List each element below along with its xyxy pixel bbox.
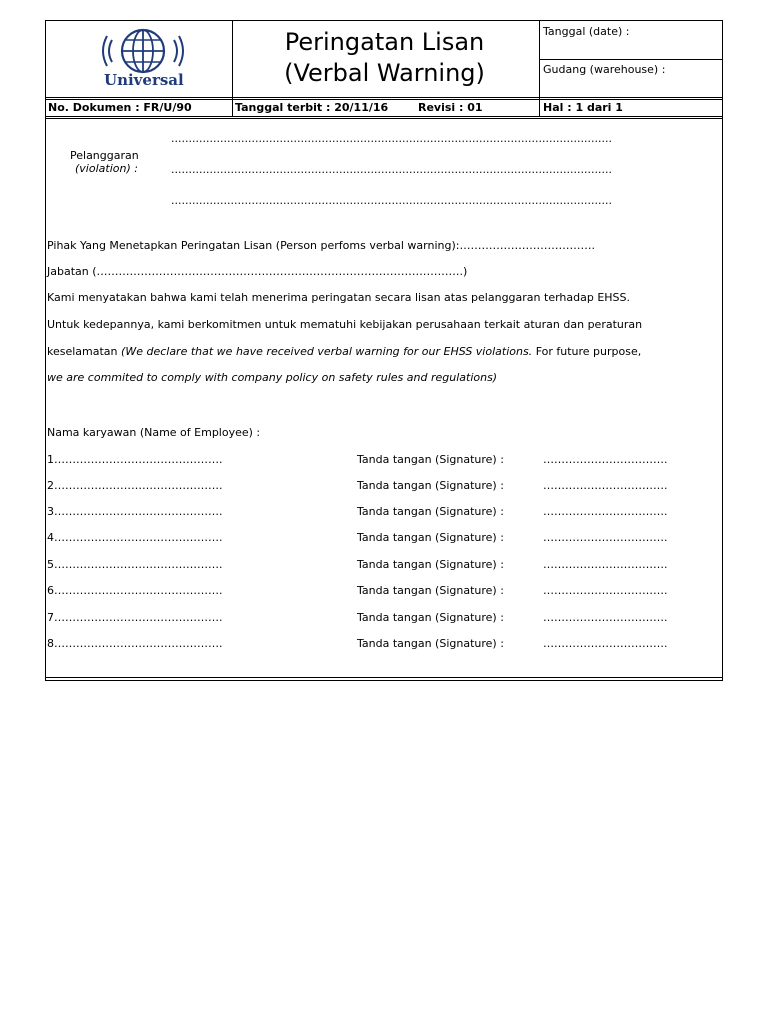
declaration-line-3-b: (We declare that we have received verbal warning for our EHSS violations. [121, 345, 533, 358]
person-performs-warning-line[interactable]: Pihak Yang Menetapkan Peringatan Lisan (Person perfoms verbal warning):………………………………. [47, 239, 595, 252]
signature-label: Tanda tangan (Signature) : [357, 505, 504, 518]
employee-name-field[interactable]: 1………………………………………. [47, 453, 223, 466]
violation-line-2[interactable]: ……………………………………………………………………………………………………………… [171, 164, 612, 176]
warehouse-label: Gudang (warehouse) : [543, 63, 666, 76]
form-title-line2: (Verbal Warning) [284, 59, 485, 87]
form-title-line1: Peringatan Lisan [284, 28, 485, 56]
employee-name-field[interactable]: 4………………………………………. [47, 531, 223, 544]
declaration-line-3 [47, 345, 641, 358]
declaration-line-3-a: keselamatan [47, 345, 118, 358]
signature-label: Tanda tangan (Signature) : [357, 637, 504, 650]
violation-label: Pelanggaran [70, 149, 139, 162]
revision-number: Revisi : 01 [418, 101, 483, 114]
violation-line-1[interactable]: ……………………………………………………………………………………………………………… [171, 133, 612, 145]
page-number: Hal : 1 dari 1 [543, 101, 623, 114]
document-number: No. Dokumen : FR/U/90 [48, 101, 192, 114]
signature-label: Tanda tangan (Signature) : [357, 558, 504, 571]
company-logo [98, 26, 188, 92]
declaration-line-3-c: For future purpose, [535, 345, 642, 358]
date-label: Tanggal (date) : [543, 25, 630, 38]
signature-label: Tanda tangan (Signature) : [357, 531, 504, 544]
declaration-line-1: Kami menyatakan bahwa kami telah menerima peringatan secara lisan atas pelanggaran terhadap EHSS. [47, 291, 631, 304]
signature-field[interactable]: ……………………………. [543, 531, 668, 544]
declaration-line-4: we are commited to comply with company policy on safety rules and regulations) [47, 371, 498, 384]
declaration-line-2: Untuk kedepannya, kami berkomitmen untuk mematuhi kebijakan perusahaan terkait aturan dan peraturan [47, 318, 643, 331]
signature-label: Tanda tangan (Signature) : [357, 584, 504, 597]
position-line[interactable]: Jabatan (……………………………………………………………………………………….) [47, 265, 468, 278]
employee-name-field[interactable]: 6………………………………………. [47, 584, 223, 597]
signature-field[interactable]: ……………………………. [543, 479, 668, 492]
violation-label-en: (violation) : [75, 162, 138, 175]
employee-name-field[interactable]: 2………………………………………. [47, 479, 223, 492]
issue-date: Tanggal terbit : 20/11/16 [235, 101, 389, 114]
signature-label: Tanda tangan (Signature) : [357, 453, 504, 466]
signature-field[interactable]: ……………………………. [543, 584, 668, 597]
violation-line-3[interactable]: ……………………………………………………………………………………………………………… [171, 195, 612, 207]
signature-field[interactable]: ……………………………. [543, 453, 668, 466]
company-name: Universal [104, 71, 184, 89]
signature-field[interactable]: ……………………………. [543, 611, 668, 624]
signature-field[interactable]: ……………………………. [543, 505, 668, 518]
employee-name-field[interactable]: 8………………………………………. [47, 637, 223, 650]
signature-label: Tanda tangan (Signature) : [357, 611, 504, 624]
globe-icon [98, 26, 188, 76]
employee-name-field[interactable]: 3………………………………………. [47, 505, 223, 518]
employee-heading: Nama karyawan (Name of Employee) : [47, 426, 261, 439]
signature-field[interactable]: ……………………………. [543, 637, 668, 650]
signature-field[interactable]: ……………………………. [543, 558, 668, 571]
employee-name-field[interactable]: 5………………………………………. [47, 558, 223, 571]
signature-label: Tanda tangan (Signature) : [357, 479, 504, 492]
employee-name-field[interactable]: 7………………………………………. [47, 611, 223, 624]
